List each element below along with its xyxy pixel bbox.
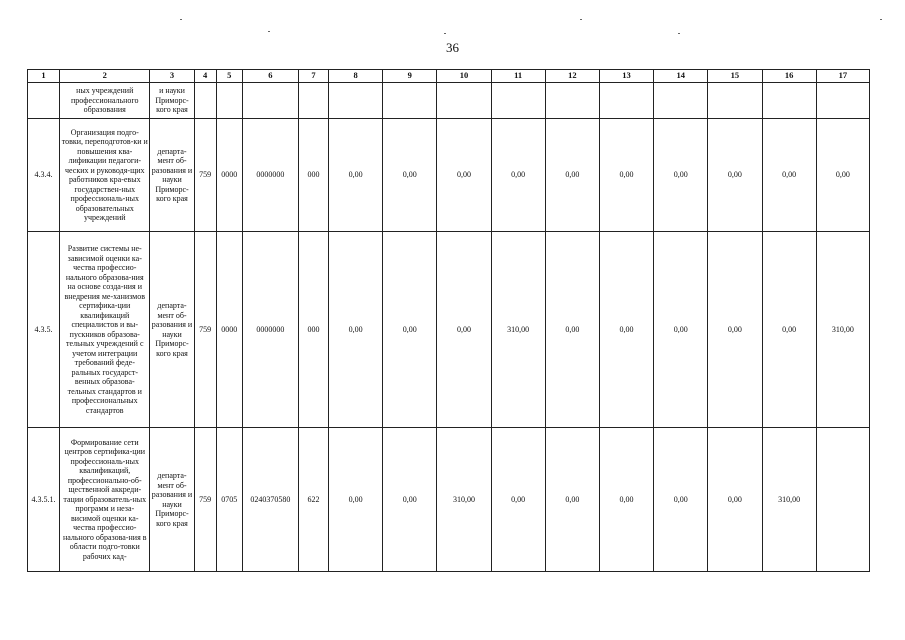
row-value	[654, 83, 708, 119]
row-value: 0,00	[437, 232, 491, 428]
row-code-csr: 0000000	[242, 119, 298, 232]
row-value: 0,00	[383, 428, 437, 572]
row-value: 0,00	[599, 428, 653, 572]
row-value: 0,00	[383, 119, 437, 232]
row-value	[545, 83, 599, 119]
row-value: 0,00	[599, 119, 653, 232]
col-header: 2	[60, 70, 150, 83]
col-header: 14	[654, 70, 708, 83]
row-value: 0,00	[437, 119, 491, 232]
row-value: 0,00	[762, 119, 816, 232]
table-row	[28, 119, 870, 232]
row-code-rzpr: 0000	[216, 232, 242, 428]
table-row	[28, 83, 870, 119]
row-value: 0,00	[545, 232, 599, 428]
row-executor: департа-мент об-разования и науки Приморс-кого края	[150, 428, 194, 572]
col-header: 15	[708, 70, 762, 83]
row-code-grbs: 759	[194, 428, 216, 572]
row-value: 0,00	[491, 119, 545, 232]
row-number: 4.3.5.1.	[28, 428, 60, 572]
row-code-rzpr: 0000	[216, 119, 242, 232]
budget-table	[27, 69, 870, 572]
table-row	[28, 232, 870, 428]
col-header: 13	[599, 70, 653, 83]
row-value: 0,00	[816, 119, 869, 232]
row-number	[28, 83, 60, 119]
row-code-grbs: 759	[194, 119, 216, 232]
row-name: Развитие системы не-зависимой оценки ка-чества профессио-нального образова-ния на основе созда-ния и внедрения ме-ханизмов сертифика-ции квалификаций специалистов и вы-пускников образова-тельных учреждений с учетом интеграции требований феде-ральных государст-венных образова-тельных стандартов и профессиональных стандартов	[60, 232, 150, 428]
row-value	[708, 83, 762, 119]
row-code-csr: 0000000	[242, 232, 298, 428]
row-executor: департа-мент об-разования и науки Приморс-кого края	[150, 119, 194, 232]
row-value	[437, 83, 491, 119]
row-value: 0,00	[654, 232, 708, 428]
row-value: 0,00	[545, 428, 599, 572]
row-executor: департа-мент об-разования и науки Приморс-кого края	[150, 232, 194, 428]
row-code-grbs: 759	[194, 232, 216, 428]
row-value: 0,00	[708, 232, 762, 428]
row-number: 4.3.5.	[28, 232, 60, 428]
row-value: 0,00	[545, 119, 599, 232]
row-value: 0,00	[383, 232, 437, 428]
row-value: 0,00	[708, 428, 762, 572]
col-header: 3	[150, 70, 194, 83]
row-code-csr	[242, 83, 298, 119]
row-value	[383, 83, 437, 119]
row-value: 0,00	[329, 428, 383, 572]
row-code-csr: 0240370580	[242, 428, 298, 572]
row-value: 0,00	[491, 428, 545, 572]
col-header: 10	[437, 70, 491, 83]
row-name: Формирование сети центров сертифика-ции профессиональ-ных квалификаций, профессионально-об-щественной аккреди-тации образователь-ных программ и неза-висимой оценки ка-чества профессио-нального образова-ния в области подго-товки рабочих кад-	[60, 428, 150, 572]
col-header: 12	[545, 70, 599, 83]
header-row	[28, 70, 870, 83]
row-value	[491, 83, 545, 119]
row-code-rzpr: 0705	[216, 428, 242, 572]
row-value: 0,00	[762, 232, 816, 428]
col-header: 16	[762, 70, 816, 83]
col-header: 1	[28, 70, 60, 83]
row-name: Организация подго-товки, переподготов-ки и повышения ква-лификации педагоги-ческих и руководя-щих работников кра-евых государствен-ных профессиональ-ных образовательных учреждений	[60, 119, 150, 232]
row-value: 0,00	[329, 119, 383, 232]
row-value: 310,00	[437, 428, 491, 572]
row-value	[329, 83, 383, 119]
col-header: 5	[216, 70, 242, 83]
col-header: 9	[383, 70, 437, 83]
row-value: 0,00	[329, 232, 383, 428]
col-header: 6	[242, 70, 298, 83]
page-number: 36	[446, 40, 459, 55]
row-code-vr: 622	[298, 428, 328, 572]
col-header: 4	[194, 70, 216, 83]
row-code-vr: 000	[298, 232, 328, 428]
row-value: 310,00	[491, 232, 545, 428]
row-value	[762, 83, 816, 119]
col-header: 17	[816, 70, 869, 83]
row-code-vr: 000	[298, 119, 328, 232]
row-value: 0,00	[708, 119, 762, 232]
row-code-vr	[298, 83, 328, 119]
col-header: 7	[298, 70, 328, 83]
row-value: 310,00	[762, 428, 816, 572]
col-header: 11	[491, 70, 545, 83]
row-value: 310,00	[816, 232, 869, 428]
row-value	[816, 428, 869, 572]
row-value: 0,00	[654, 119, 708, 232]
row-value: 0,00	[599, 232, 653, 428]
row-value: 0,00	[654, 428, 708, 572]
row-value	[599, 83, 653, 119]
row-code-rzpr	[216, 83, 242, 119]
row-name: ных учреждений профессионального образования	[60, 83, 150, 119]
table-row	[28, 428, 870, 572]
row-code-grbs	[194, 83, 216, 119]
row-value	[816, 83, 869, 119]
row-executor: и науки Приморс-кого края	[150, 83, 194, 119]
row-number: 4.3.4.	[28, 119, 60, 232]
col-header: 8	[329, 70, 383, 83]
